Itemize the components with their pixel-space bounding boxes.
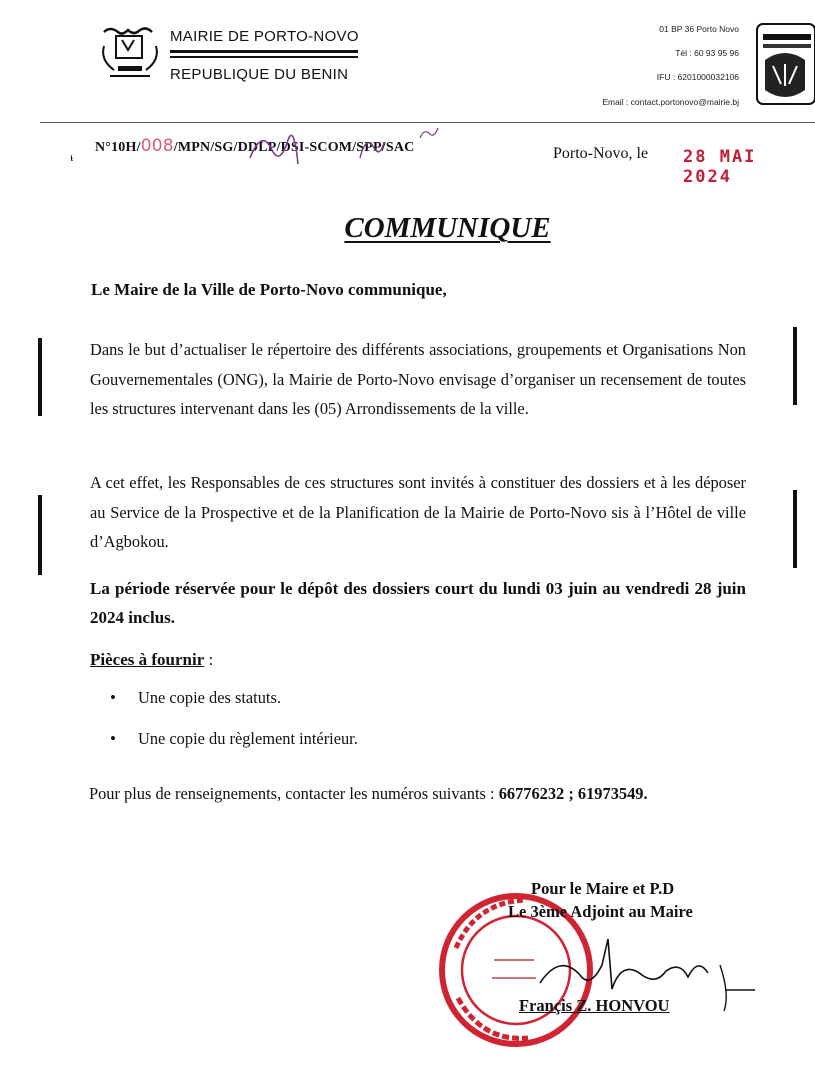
document-title: COMMUNIQUE [344,212,551,244]
ifu-number: IFU : 6201000032106 [656,72,739,82]
pieces-heading-colon: : [204,650,214,669]
handwritten-initials-icon [240,118,470,170]
scan-margin-mark [793,490,797,568]
city-seal-icon [755,20,815,108]
paragraph-deadline: La période réservée pour le dépôt des dossiers court du lundi 03 juin au vendredi 28 juin 2024 inclus. [90,579,746,627]
country-name: REPUBLIQUE DU BENIN [170,66,349,83]
signature-line-2: Le 3ème Adjoint au Maire [508,902,693,921]
phone-number: Tél : 60 93 95 96 [675,48,739,58]
scan-margin-mark [38,495,42,575]
signature-line-1: Pour le Maire et P.D [531,879,675,898]
contact-paragraph [89,779,745,809]
reference-prefix: N°10H/ [95,140,141,155]
date-stamp: 28 MAI 2024 [683,147,757,187]
scan-margin-mark [38,338,42,416]
contact-number-1: 66776232 [498,784,565,803]
paragraph-instructions: A cet effet, les Responsables de ces structures sont invités à constituer des dossiers et à les déposer au Service de la Prospective et de la Planification de la Mairie de Porto-Novo sis à l’Hôtel de ville d’Agbokou. [90,473,746,551]
reference-suffix: /MPN/SG/DDLP/DSI-SCOM/SPP/SAC [173,140,415,155]
postal-address: 01 BP 36 Porto Novo [659,24,739,34]
pieces-heading [90,650,213,670]
margin-mark: ᵼ [70,150,74,164]
intro-line: Le Maire de la Ville de Porto-Novo communique, [91,280,447,299]
signatory-name: Françis Z. HONVOU [519,996,670,1015]
pieces-list [110,688,358,770]
coat-of-arms-icon [98,26,162,84]
paragraph-purpose: Dans le but d’actualiser le répertoire des différents associations, groupements et Organisations Non Gouvernementales (ONG), la Mairie de Porto-Novo envisage d’organiser un recensement de toutes les structures intervenant dans les (05) Arrondissements de la ville. [90,340,746,418]
header-divider [170,56,358,58]
header-divider [170,50,358,53]
list-item: • Une copie des statuts. [110,688,358,729]
contact-separator: ; [564,784,578,803]
date-place-label: Porto-Novo, le [553,145,649,162]
org-name: MAIRIE DE PORTO-NOVO [170,28,359,45]
contact-text: Pour plus de renseignements, contacter les numéros suivants : [89,784,499,803]
pieces-heading-label: Pièces à fournir [90,650,205,669]
scan-margin-mark [793,327,797,405]
email-address: Email : contact.portonovo@mairie.bj [602,97,739,107]
list-item: • Une copie du règlement intérieur. [110,729,358,770]
handwritten-number: 008 [140,136,174,156]
contact-number-2: 61973549. [577,784,648,803]
